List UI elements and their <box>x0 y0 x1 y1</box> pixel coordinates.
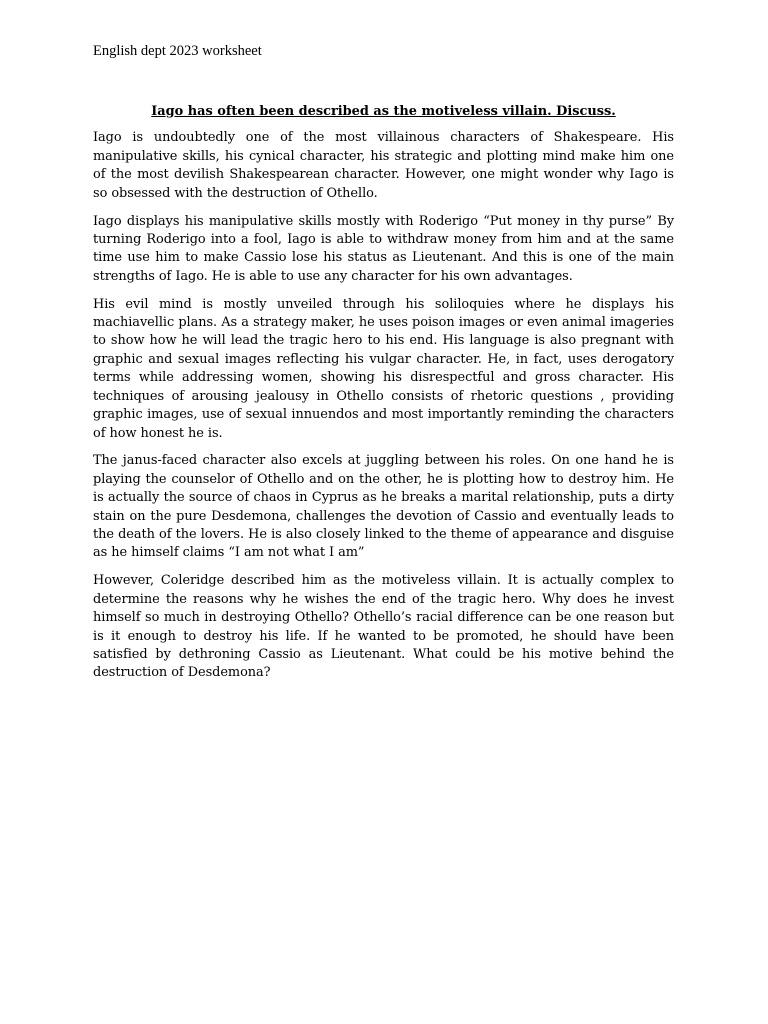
paragraph-evil-mind: His evil mind is mostly unveiled through his soliloquies where he displays his machiavellic plans. As a strategy maker, he uses poison images or even animal imageries to show how he will lead the tragic hero to his end. His language is also pregnant with graphic and sexual images reflecting his vulgar character. He, in fact, uses derogatory terms while addressing women, showing his disrespectful and gross character. His techniques of arousing jealousy in Othello consists of rhetoric questions , providing graphic images, use of sexual innuendos and most importantly reminding the characters of how honest he is. <box>93 296 674 441</box>
paragraph-janus-faced: The janus-faced character also excels at juggling between his roles. On one hand he is playing the counselor of Othello and on the other, he is plotting how to destroy him. He is actually the source of chaos in Cyprus as he breaks a marital relationship, puts a dirty stain on the pure Desdemona, challenges the devotion of Cassio and eventually leads to the death of the lovers. He is also closely linked to the theme of appearance and disguise as he himself claims “I am not what I am” <box>93 453 674 561</box>
essay-title: Iago has often been described as the motiveless villain. Discuss. <box>151 104 616 119</box>
page-header: English dept 2023 worksheet <box>93 43 262 59</box>
paragraph-manipulation: Iago displays his manipulative skills mostly with Roderigo “Put money in thy purse” By turning Roderigo into a fool, Iago is able to withdraw money from him and at the same time use him to make Cassio lose his status as Lieutenant. And this is one of the main strengths of Iago. He is able to use any character for his own advantages. <box>93 213 674 284</box>
essay-body <box>93 103 674 692</box>
paragraph-intro: Iago is undoubtedly one of the most villainous characters of Shakespeare. His manipulative skills, his cynical character, his strategic and plotting mind make him one of the most devilish Shakespearean character. However, one might wonder why Iago is so obsessed with the destruction of Othello. <box>93 130 674 201</box>
paragraph-coleridge: However, Coleridge described him as the motiveless villain. It is actually complex to determine the reasons why he wishes the end of the tragic hero. Why does he invest himself so much in destroying Othello? Othello’s racial difference can be one reason but is it enough to destroy his life. If he wanted to be promoted, he should have been satisfied by dethroning Cassio as Lieutenant. What could be his motive behind the destruction of Desdemona? <box>93 573 674 681</box>
